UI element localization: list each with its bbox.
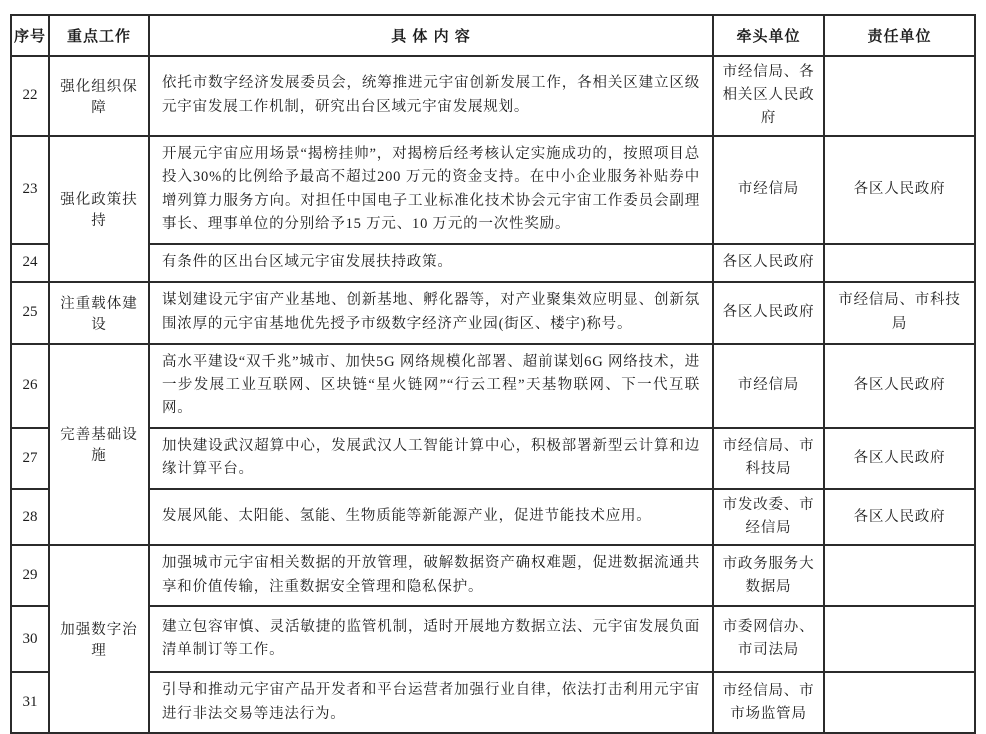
lead-unit-cell: 市委网信办、市司法局	[713, 606, 824, 672]
resp-unit-cell	[824, 545, 975, 606]
serial-cell: 28	[11, 489, 49, 545]
serial-cell: 24	[11, 244, 49, 282]
table-row-30	[11, 606, 975, 672]
content-cell: 加快建设武汉超算中心，发展武汉人工智能计算中心，积极部署新型云计算和边缘计算平台。	[149, 428, 713, 489]
resp-unit-cell	[824, 56, 975, 136]
content-cell: 有条件的区出台区域元宇宙发展扶持政策。	[149, 244, 713, 282]
work-cell: 加强数字治理	[49, 545, 149, 733]
serial-cell: 25	[11, 282, 49, 344]
resp-unit-cell: 市经信局、市科技局	[824, 282, 975, 344]
resp-unit-cell: 各区人民政府	[824, 489, 975, 545]
serial-cell: 22	[11, 56, 49, 136]
table-row-29	[11, 545, 975, 606]
work-cell: 强化政策扶持	[49, 136, 149, 282]
content-cell: 依托市数字经济发展委员会，统筹推进元宇宙创新发展工作，各相关区建立区级元宇宙发展工作机制，研究出台区域元宇宙发展规划。	[149, 56, 713, 136]
header-content: 具 体 内 容	[149, 15, 713, 56]
resp-unit-cell: 各区人民政府	[824, 344, 975, 428]
resp-unit-cell	[824, 672, 975, 733]
table-row-24	[11, 244, 975, 282]
lead-unit-cell: 市经信局、各相关区人民政府	[713, 56, 824, 136]
lead-unit-cell: 各区人民政府	[713, 244, 824, 282]
lead-unit-cell: 市发改委、市经信局	[713, 489, 824, 545]
content-cell: 谋划建设元宇宙产业基地、创新基地、孵化器等，对产业聚集效应明显、创新氛围浓厚的元宇宙基地优先授予市级数字经济产业园(街区、楼宇)称号。	[149, 282, 713, 344]
key-work-table	[10, 14, 976, 734]
resp-unit-cell: 各区人民政府	[824, 428, 975, 489]
work-cell: 注重载体建设	[49, 282, 149, 344]
header-key-work: 重点工作	[49, 15, 149, 56]
resp-unit-cell: 各区人民政府	[824, 136, 975, 244]
table-row-28	[11, 489, 975, 545]
content-cell: 加强城市元宇宙相关数据的开放管理，破解数据资产确权难题，促进数据流通共享和价值传输，注重数据安全管理和隐私保护。	[149, 545, 713, 606]
table-row-25	[11, 282, 975, 344]
lead-unit-cell: 市政务服务大数据局	[713, 545, 824, 606]
content-cell: 建立包容审慎、灵活敏捷的监管机制，适时开展地方数据立法、元宇宙发展负面清单制订等工作。	[149, 606, 713, 672]
header-serial: 序号	[11, 15, 49, 56]
table-row-23	[11, 136, 975, 244]
lead-unit-cell: 市经信局、市市场监管局	[713, 672, 824, 733]
work-cell: 完善基础设施	[49, 344, 149, 546]
header-lead-unit: 牵头单位	[713, 15, 824, 56]
serial-cell: 26	[11, 344, 49, 428]
table-row-27	[11, 428, 975, 489]
lead-unit-cell: 市经信局	[713, 136, 824, 244]
table-row-26	[11, 344, 975, 428]
serial-cell: 31	[11, 672, 49, 733]
content-cell: 开展元宇宙应用场景“揭榜挂帅”，对揭榜后经考核认定实施成功的，按照项目总投入30%的比例给予最高不超过200 万元的资金支持。在中小企业服务补贴券中增列算力服务方向。对担任中国电子工业标准化技术协会元宇宙工作委员会副理事长、理事单位的分别给予15 万元、10 万元的一次性奖励。	[149, 136, 713, 244]
table-header-row	[11, 15, 975, 56]
serial-cell: 30	[11, 606, 49, 672]
table-row-22	[11, 56, 975, 136]
serial-cell: 23	[11, 136, 49, 244]
content-cell: 引导和推动元宇宙产品开发者和平台运营者加强行业自律，依法打击利用元宇宙进行非法交易等违法行为。	[149, 672, 713, 733]
content-cell: 高水平建设“双千兆”城市、加快5G 网络规模化部署、超前谋划6G 网络技术，进一步发展工业互联网、区块链“星火链网”“行云工程”天基物联网、下一代互联网。	[149, 344, 713, 428]
content-cell: 发展风能、太阳能、氢能、生物质能等新能源产业，促进节能技术应用。	[149, 489, 713, 545]
serial-cell: 29	[11, 545, 49, 606]
lead-unit-cell: 市经信局	[713, 344, 824, 428]
lead-unit-cell: 各区人民政府	[713, 282, 824, 344]
work-cell: 强化组织保障	[49, 56, 149, 136]
serial-cell: 27	[11, 428, 49, 489]
resp-unit-cell	[824, 606, 975, 672]
header-resp-unit: 责任单位	[824, 15, 975, 56]
lead-unit-cell: 市经信局、市科技局	[713, 428, 824, 489]
resp-unit-cell	[824, 244, 975, 282]
table-row-31	[11, 672, 975, 733]
